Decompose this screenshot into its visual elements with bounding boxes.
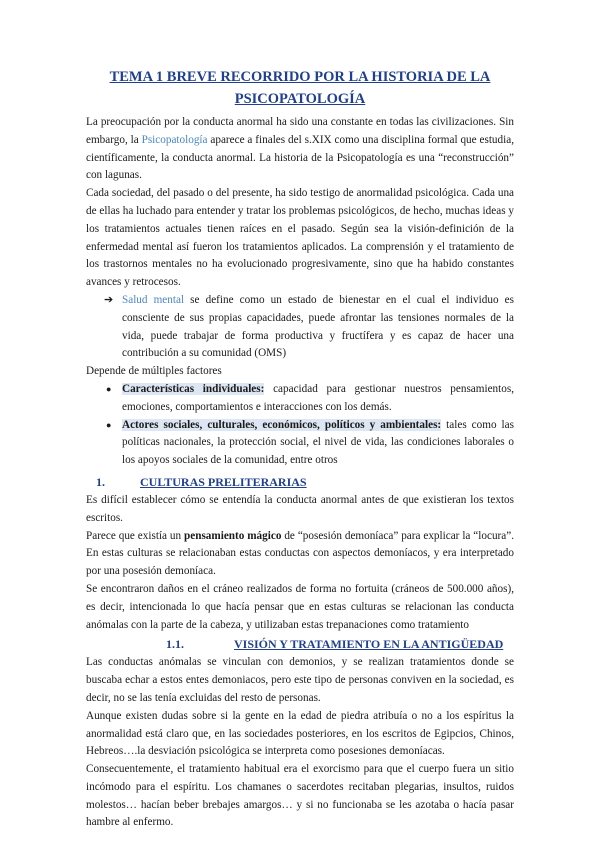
list-item (86, 381, 514, 417)
factor-label: Actores sociales, culturales, económicos, políticos y ambientales: (122, 418, 442, 431)
section-1-paragraph-3: Se encontraron daños en el cráneo realizados de forma no fortuita (cráneos de 500.000 años), es decir, intencionada lo que hacía pensar que en estas culturas se relacionan las conducta anómalas con la parte de la cabeza, y utilizaban estas trepanaciones como tratamiento (86, 582, 514, 631)
section-1-1-heading (86, 634, 514, 654)
intro-text-b: aparece a finales del s.XIX como una disciplina formal que estudia, científicamente, la conducta anormal. La historia de la Psicopatología es una “reconstrucción” con lagunas. (86, 133, 514, 182)
text-segment: de “posesión demoníaca” para explicar la “locura”. En estas culturas se relacionaban estas conductas con aspectos demoníacos, y era interpretado por una posesión demoníaca. (86, 529, 514, 578)
section-1-1-paragraph-1: Las conductas anómalas se vinculan con demonios, y se realizan tratamientos donde se buscaba echar a estos entes demoniacos, pero este tipo de personas conviven en la sociedad, es decir, no se las tenía excluidas del resto de personas. (86, 656, 514, 704)
document-page (86, 66, 514, 832)
arrow-icon: ➔ (104, 293, 114, 306)
salud-mental-definition: se define como un estado de bienestar en el cual el individuo es consciente de sus propias capacidades, puede afrontar las tensiones normales de la vida, puede trabajar de forma productiva y fructífera y es capaz de hacer una contribución a su comunidad (OMS) (122, 293, 514, 360)
text-segment: Parece que existía un (86, 529, 185, 542)
factor-text: capacidad para gestionar nuestros pensamientos, emociones, comportamientos e interacciones con los demás. (122, 382, 514, 413)
subsection-title: VISIÓN Y TRATAMIENTO EN LA ANTIGÜEDAD (234, 637, 504, 652)
salud-mental-term: Salud mental (122, 293, 185, 306)
list-item (86, 417, 514, 470)
subsection-number: 1.1. (166, 637, 184, 652)
intro-paragraph-2: Cada sociedad, del pasado o del presente, ha sido testigo de anormalidad psicológica. Cada una de ellas ha luchado para entender y tratar los problemas psicológicos, de hecho, muchas ideas y los tratamientos actuales tienen raíces en el pasado. Según sea la visión-definición de la enfermedad mental así fueron los tratamientos aplicados. La comprensión y el tratamiento de los trastornos mentales no ha evolucionado progresivamente, sino que ha habido constantes avances y retrocesos. (86, 187, 514, 289)
section-1-1-paragraph-3: Consecuentemente, el tratamiento habitual era el exorcismo para que el cuerpo fuera un sitio incómodo para el espíritu. Los chamanes o sacerdotes recitaban plegarias, insultos, ruidos molestos… hacían beber brebajes amargos… y si no funcionaba se les azotaba o hacía pasar hambre al enfermo. (86, 763, 514, 829)
section-1-paragraph-2 (86, 528, 514, 581)
section-number: 1. (96, 474, 105, 489)
factores-list (86, 381, 514, 470)
salud-mental-list (86, 292, 514, 363)
factor-label: Características individuales: (122, 382, 265, 395)
section-1-1-paragraph-2: Aunque existen dudas sobre si la gente en la edad de piedra atribuía o no a los espíritus la anormalidad está claro que, en las sociedades posteriores, en los escritos de Egipcios, Chinos, Hebreos….la desviación psicológica se interpreta como posesiones demoníacas. (86, 709, 514, 758)
bullet-icon: ● (106, 419, 112, 430)
section-1-heading (86, 472, 514, 492)
factor-text: tales como las políticas nacionales, la protección social, el nivel de vida, las condiciones laborales o los apoyos sociales de la comunidad, entre otros (122, 418, 514, 467)
psicopatologia-term: Psicopatología (141, 133, 208, 146)
intro-paragraph-1 (86, 114, 514, 185)
depende-text: Depende de múltiples factores (86, 365, 222, 378)
section-1-paragraph-1: Es difícil establecer cómo se entendía la conducta anormal antes de que existieran los textos escritos. (86, 493, 514, 524)
intro-text-a: La preocupación por la conducta anormal ha sido una constante en todas las civilizaciones. Sin embargo, la (86, 116, 514, 146)
page-title: TEMA 1 BREVE RECORRIDO POR LA HISTORIA DE LA PSICOPATOLOGÍA (109, 69, 491, 107)
bullet-icon: ● (106, 383, 112, 394)
pensamiento-magico-term: pensamiento mágico (184, 529, 282, 542)
salud-mental-item (86, 292, 514, 363)
section-title: CULTURAS PRELITERARIAS (140, 474, 307, 489)
